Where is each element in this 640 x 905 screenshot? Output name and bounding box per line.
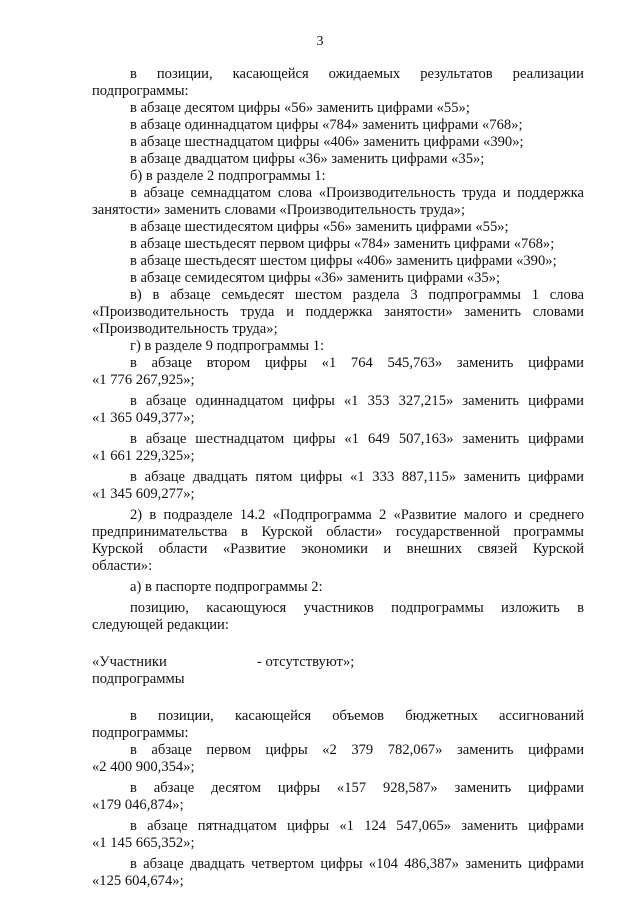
text-line: в абзаце десятом цифры «56» заменить цифрами «55»;	[130, 100, 470, 116]
participants-table	[92, 654, 584, 688]
text-line: «1 661 229,325»;	[92, 448, 195, 464]
text-line: б) в разделе 2 подпрограммы 1:	[130, 168, 326, 184]
text-line: «1 145 665,352»;	[92, 835, 195, 851]
table-value: - отсутствуют»;	[257, 654, 355, 670]
text-line: в абзаце семидесятом цифры «36» заменить цифрами «35»;	[130, 270, 501, 286]
text-line: следующей редакции:	[92, 617, 229, 633]
text-line: подпрограммы:	[92, 83, 189, 99]
table-label-line: подпрограммы	[92, 671, 185, 687]
text-line: позицию, касающуюся участников подпрограммы изложить в	[130, 600, 584, 616]
text-line: в абзаце шестьдесят первом цифры «784» заменить цифрами «768»;	[130, 236, 555, 252]
table-label-line: «Участники	[92, 654, 167, 670]
page-number: 3	[316, 34, 324, 49]
table-value-cell	[257, 654, 584, 688]
text-line: в абзаце десятом цифры «157 928,587» заменить цифрами	[130, 780, 584, 796]
text-line: в абзаце семнадцатом слова «Производительность труда и поддержка	[130, 185, 584, 201]
text-line: предпринимательства в Курской области» государственной программы	[92, 524, 584, 540]
text-line: в абзаце шестнадцатом цифры «406» заменить цифрами «390»;	[130, 134, 524, 150]
text-line: «179 046,874»;	[92, 797, 184, 813]
text-line: «Производительность труда»;	[92, 321, 278, 337]
text-line: «2 400 900,354»;	[92, 759, 195, 775]
text-line: в позиции, касающейся объемов бюджетных ассигнований	[130, 708, 584, 724]
text-line: области»:	[92, 558, 153, 574]
text-line: «125 604,674»;	[92, 873, 184, 889]
text-line: в абзаце первом цифры «2 379 782,067» заменить цифрами	[130, 742, 584, 758]
text-line: в абзаце одиннадцатом цифры «784» заменить цифрами «768»;	[130, 117, 523, 133]
text-line: занятости» заменить словами «Производительность труда»;	[92, 202, 466, 218]
text-line: «1 345 609,277»;	[92, 486, 195, 502]
table-label-cell	[92, 654, 257, 688]
text-line: в абзаце двадцатом цифры «36» заменить цифрами «35»;	[130, 151, 485, 167]
text-line: а) в паспорте подпрограммы 2:	[130, 579, 323, 595]
text-line: в абзаце шестидесятом цифры «56» заменить цифрами «55»;	[130, 219, 509, 235]
text-line: «1 776 267,925»;	[92, 372, 195, 388]
text-line: в абзаце двадцать пятом цифры «1 333 887,115» заменить цифрами	[130, 469, 584, 485]
text-line: в абзаце пятнадцатом цифры «1 124 547,065» заменить цифрами	[130, 818, 584, 834]
text-line: в) в абзаце семьдесят шестом раздела 3 подпрограммы 1 слова	[130, 287, 584, 303]
text-line: в абзаце втором цифры «1 764 545,763» заменить цифрами	[130, 355, 584, 371]
text-line: «Производительность труда и поддержка занятости» заменить словами	[92, 304, 584, 320]
text-line: Курской области «Развитие экономики и внешних связей Курской	[92, 541, 584, 557]
text-line: подпрограммы:	[92, 725, 189, 741]
text-line: г) в разделе 9 подпрограммы 1:	[130, 338, 325, 354]
text-line: «1 365 049,377»;	[92, 410, 195, 426]
text-line: 2) в подразделе 14.2 «Подпрограмма 2 «Развитие малого и среднего	[130, 507, 584, 523]
text-line: в абзаце шестнадцатом цифры «1 649 507,163» заменить цифрами	[130, 431, 584, 447]
text-line: в абзаце двадцать четвертом цифры «104 486,387» заменить цифрами	[130, 856, 584, 872]
text-line: в позиции, касающейся ожидаемых результатов реализации	[130, 66, 584, 82]
document-body	[92, 66, 584, 890]
text-line: в абзаце шестьдесят шестом цифры «406» заменить цифрами «390»;	[130, 253, 557, 269]
text-line: в абзаце одиннадцатом цифры «1 353 327,215» заменить цифрами	[130, 393, 584, 409]
